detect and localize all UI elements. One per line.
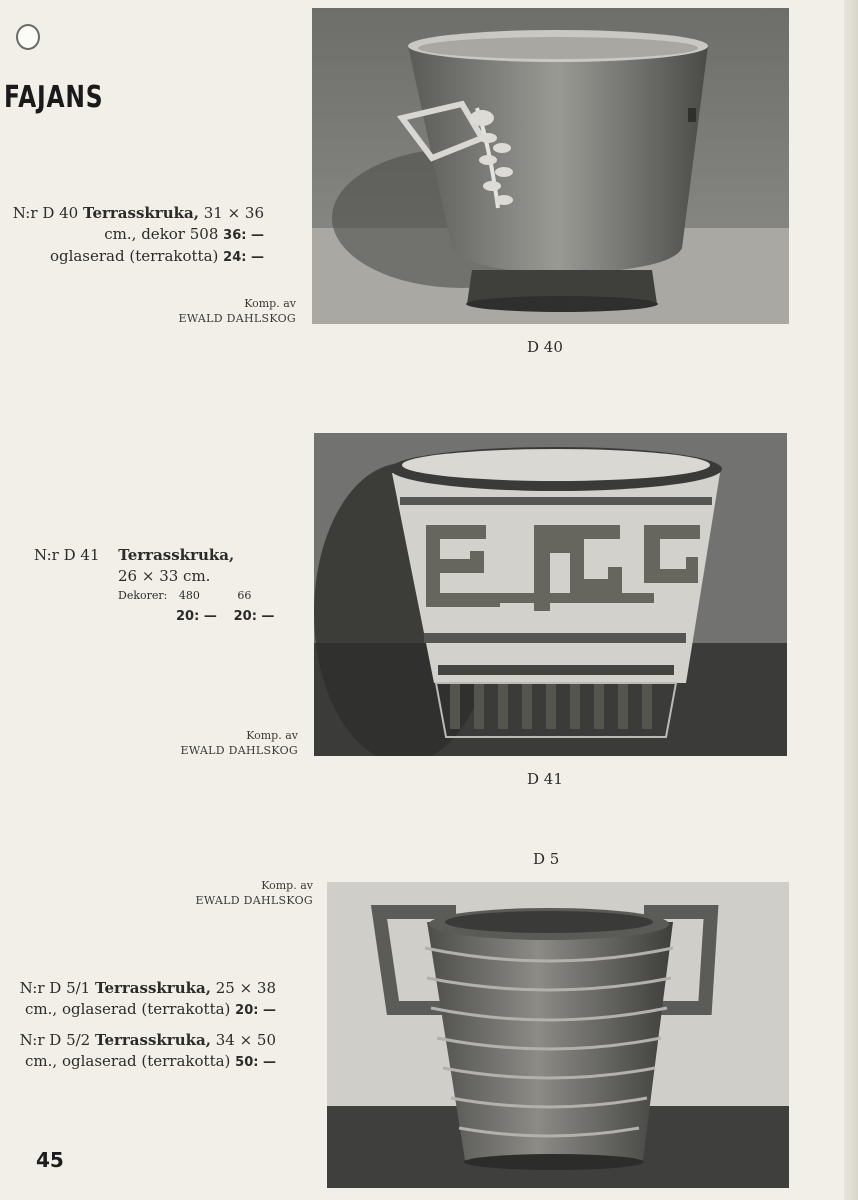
price: 50: — [235, 1055, 276, 1070]
planter-bowl-illustration [312, 8, 789, 324]
designer-credit-d41: Komp. av EWALD DAHLSKOG [180, 729, 298, 757]
product-name: Terrasskruka, [95, 1031, 211, 1049]
entry-line-1: N:r D 5/1 Terrasskruka, 25 × 38 [19, 979, 276, 997]
product-name: Terrasskruka, [95, 979, 211, 997]
product-entry-d40 [4, 203, 264, 268]
binder-punch-hole [16, 24, 40, 50]
meander-planter-illustration [314, 433, 787, 756]
price: 20: — [235, 1003, 276, 1018]
photo-caption-d40: D 40 [527, 338, 563, 356]
product-entry-d41 [34, 545, 284, 627]
product-entry-d5-2 [16, 1030, 276, 1073]
product-entry-d5-1 [16, 978, 276, 1021]
entry-line-2: 26 × 33 cm. [118, 567, 211, 585]
entry-line-1: N:r D 40 Terrasskruka, 31 × 36 [12, 204, 264, 222]
price: 24: — [223, 250, 264, 265]
entry-line-2: cm., oglaserad (terrakotta) 20: — [25, 1000, 276, 1018]
photo-caption-d5: D 5 [533, 850, 560, 868]
entry-line-3: oglaserad (terrakotta) 24: — [49, 247, 264, 265]
entry-line-1: N:r D 41 Terrasskruka, [34, 546, 235, 564]
product-name: Terrasskruka, [83, 204, 199, 222]
photo-caption-d41: D 41 [527, 770, 563, 788]
ribbed-planter-illustration [327, 882, 789, 1188]
dekor-price-row [34, 605, 284, 627]
product-name: Terrasskruka, [118, 546, 235, 564]
designer-credit-d40: Komp. av EWALD DAHLSKOG [178, 297, 296, 325]
entry-line-2: cm., oglaserad (terrakotta) 50: — [25, 1052, 276, 1070]
photo-d41 [314, 433, 787, 756]
page-edge [844, 0, 858, 1200]
price: 20: — [233, 609, 275, 624]
photo-d5 [327, 882, 789, 1188]
section-title: FAJANS [4, 80, 104, 115]
photo-d40 [312, 8, 789, 324]
entry-line-2: cm., dekor 508 36: — [104, 225, 264, 243]
designer-credit-d5: Komp. av EWALD DAHLSKOG [195, 879, 313, 907]
price: 20: — [176, 609, 217, 624]
entry-line-1: N:r D 5/2 Terrasskruka, 34 × 50 [19, 1031, 276, 1049]
price: 36: — [223, 228, 264, 243]
dekor-row: Dekorer: 480 66 [118, 589, 252, 602]
page-number: 45 [36, 1148, 64, 1172]
